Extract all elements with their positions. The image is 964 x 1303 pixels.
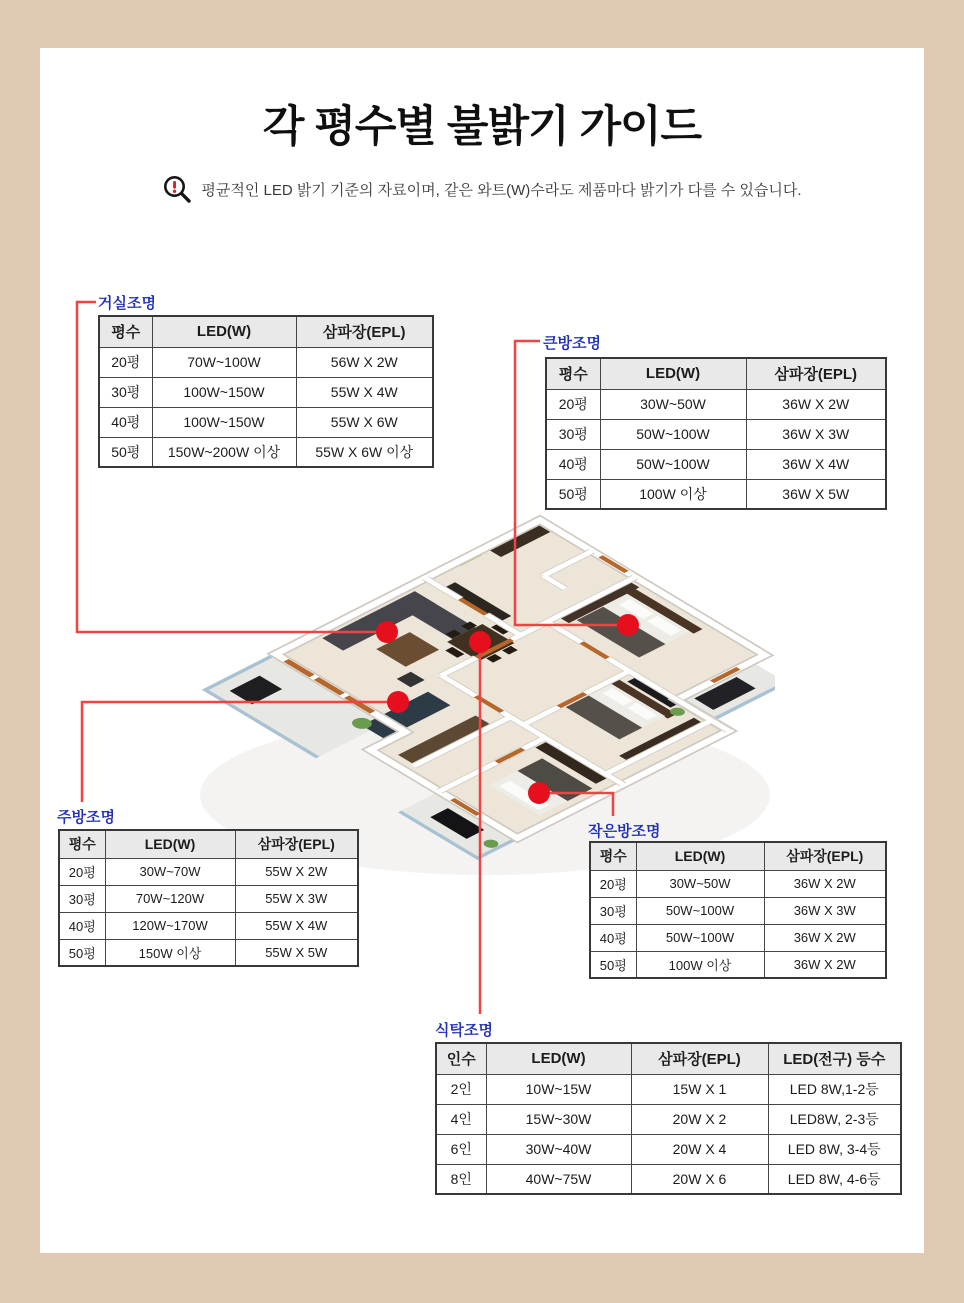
table-cell: 50평 [59, 939, 105, 966]
table-cell: 20평 [590, 870, 636, 897]
table-cell: 40평 [546, 449, 600, 479]
table-row [546, 449, 886, 479]
table-cell: 36W X 2W [764, 870, 886, 897]
table-cell: 15W X 1 [631, 1074, 768, 1104]
kitchen-label: 주방조명 [57, 809, 115, 826]
table-row [99, 407, 433, 437]
table-header-cell: 삼파장(EPL) [235, 830, 358, 858]
table-row [436, 1134, 901, 1164]
table-row [59, 912, 358, 939]
table-row [590, 897, 886, 924]
big-room-table [545, 357, 887, 510]
table-cell: 15W~30W [486, 1104, 631, 1134]
table-cell: 30W~50W [600, 389, 746, 419]
table-cell: 30W~70W [105, 858, 235, 885]
table-header-cell: 평수 [546, 358, 600, 389]
table-cell: 20W X 6 [631, 1164, 768, 1194]
table-cell: 36W X 5W [746, 479, 886, 509]
table-header-cell: LED(전구) 등수 [768, 1043, 901, 1074]
table-header-cell: LED(W) [600, 358, 746, 389]
table-cell: 20평 [546, 389, 600, 419]
table-cell: 20평 [59, 858, 105, 885]
table-cell: 70W~100W [152, 347, 296, 377]
table-cell: 50W~100W [600, 419, 746, 449]
table-cell: 50W~100W [636, 924, 764, 951]
magnifier-alert-icon [162, 174, 192, 204]
table-cell: 36W X 3W [764, 897, 886, 924]
table-header-cell: LED(W) [152, 316, 296, 347]
table-header-cell: 삼파장(EPL) [764, 842, 886, 870]
table-cell: 50W~100W [636, 897, 764, 924]
table-cell: 30평 [590, 897, 636, 924]
table-header-cell: LED(W) [636, 842, 764, 870]
table-cell: 55W X 4W [235, 912, 358, 939]
table-row [99, 377, 433, 407]
table-row [546, 479, 886, 509]
table-cell: 36W X 2W [764, 951, 886, 978]
kitchen-table [58, 829, 359, 967]
small-room-table [589, 841, 887, 979]
table-header-cell: 평수 [59, 830, 105, 858]
table-cell: 70W~120W [105, 885, 235, 912]
table-cell: 4인 [436, 1104, 486, 1134]
table-cell: 100W~150W [152, 407, 296, 437]
table-cell: 30평 [546, 419, 600, 449]
table-row [590, 924, 886, 951]
table-cell: 50W~100W [600, 449, 746, 479]
table-cell: 30평 [99, 377, 152, 407]
table-cell: 40W~75W [486, 1164, 631, 1194]
big-room-label: 큰방조명 [543, 335, 601, 352]
table-cell: 36W X 3W [746, 419, 886, 449]
table-header-cell: 평수 [99, 316, 152, 347]
table-cell: 56W X 2W [296, 347, 433, 377]
table-cell: 20평 [99, 347, 152, 377]
dining-table [435, 1042, 902, 1195]
table-cell: 20W X 2 [631, 1104, 768, 1134]
table-row [590, 951, 886, 978]
table-row [546, 419, 886, 449]
table-cell: 40평 [590, 924, 636, 951]
table-cell: 150W 이상 [105, 939, 235, 966]
table-header-cell: 인수 [436, 1043, 486, 1074]
table-header-cell: LED(W) [105, 830, 235, 858]
table-cell: 2인 [436, 1074, 486, 1104]
table-cell: 30평 [59, 885, 105, 912]
notice-text: 평균적인 LED 밝기 기준의 자료이며, 같은 와트(W)수라도 제품마다 밝기가 다를 수 있습니다. [201, 181, 802, 199]
table-row [59, 885, 358, 912]
table-cell: 36W X 2W [746, 389, 886, 419]
table-cell: 120W~170W [105, 912, 235, 939]
table-cell: 20W X 4 [631, 1134, 768, 1164]
table-cell: 50평 [99, 437, 152, 467]
table-cell: 40평 [99, 407, 152, 437]
table-row [436, 1104, 901, 1134]
table-cell: 6인 [436, 1134, 486, 1164]
page-title: 각 평수별 불밝기 가이드 [262, 103, 702, 151]
small-room-label: 작은방조명 [588, 823, 661, 840]
table-row [99, 347, 433, 377]
table-cell: 100W~150W [152, 377, 296, 407]
table-cell: 40평 [59, 912, 105, 939]
table-cell: 55W X 6W [296, 407, 433, 437]
table-cell: 55W X 3W [235, 885, 358, 912]
table-cell: 8인 [436, 1164, 486, 1194]
table-cell: 100W 이상 [600, 479, 746, 509]
table-cell: 10W~15W [486, 1074, 631, 1104]
table-row [590, 870, 886, 897]
table-cell: 150W~200W 이상 [152, 437, 296, 467]
table-header-cell: 삼파장(EPL) [296, 316, 433, 347]
table-row [436, 1164, 901, 1194]
table-row [59, 939, 358, 966]
table-cell: 100W 이상 [636, 951, 764, 978]
table-row [99, 437, 433, 467]
table-cell: LED 8W,1-2등 [768, 1074, 901, 1104]
table-header-cell: 평수 [590, 842, 636, 870]
table-row [546, 389, 886, 419]
table-cell: 50평 [590, 951, 636, 978]
table-cell: 55W X 4W [296, 377, 433, 407]
table-cell: 30W~40W [486, 1134, 631, 1164]
dining-label: 식탁조명 [435, 1022, 493, 1039]
table-cell: LED8W, 2-3등 [768, 1104, 901, 1134]
table-cell: 55W X 5W [235, 939, 358, 966]
table-cell: 30W~50W [636, 870, 764, 897]
table-cell: LED 8W, 3-4등 [768, 1134, 901, 1164]
table-cell: 55W X 2W [235, 858, 358, 885]
table-cell: 36W X 2W [764, 924, 886, 951]
living-room-table [98, 315, 434, 468]
table-row [436, 1074, 901, 1104]
table-header-cell: LED(W) [486, 1043, 631, 1074]
table-cell: 50평 [546, 479, 600, 509]
living-room-label: 거실조명 [98, 295, 156, 312]
table-header-cell: 삼파장(EPL) [746, 358, 886, 389]
table-header-cell: 삼파장(EPL) [631, 1043, 768, 1074]
notice-line [40, 174, 924, 204]
table-row [59, 858, 358, 885]
table-cell: LED 8W, 4-6등 [768, 1164, 901, 1194]
table-cell: 36W X 4W [746, 449, 886, 479]
table-cell: 55W X 6W 이상 [296, 437, 433, 467]
